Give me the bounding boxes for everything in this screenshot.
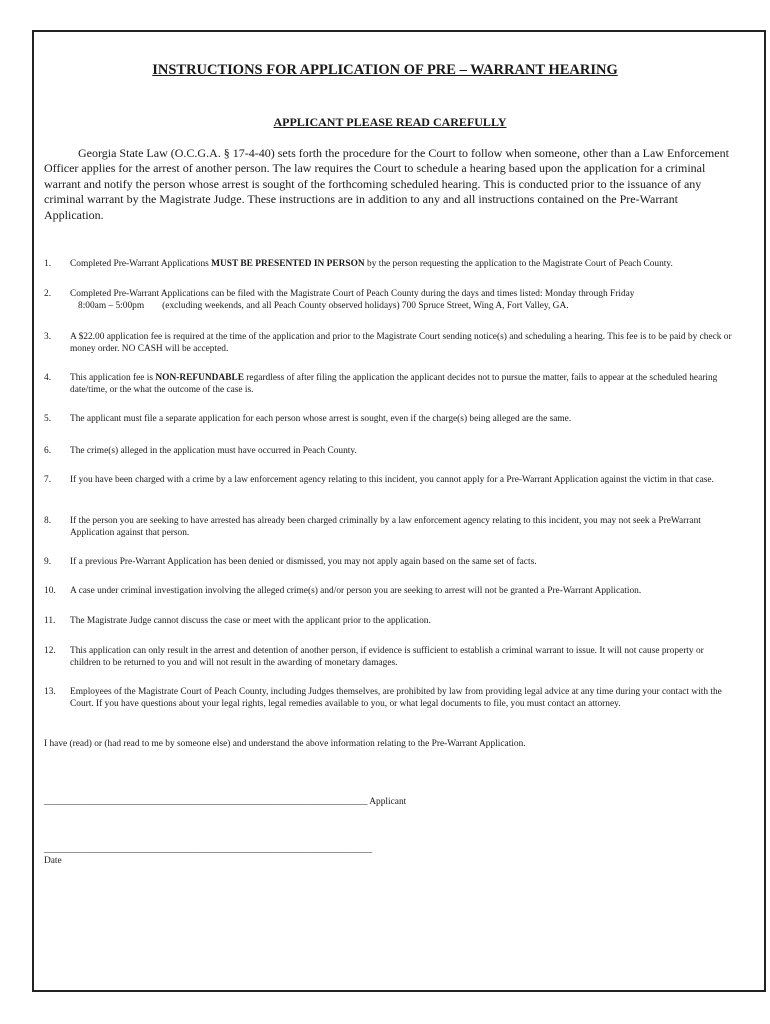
item-number: 12. — [44, 646, 56, 656]
item-text: If you have been charged with a crime by a law enforcement agency relating to this incident, you cannot apply for a Pre-Warrant Application against the victim in that case. — [70, 475, 714, 485]
item-number: 8. — [44, 516, 52, 526]
item-text: A case under criminal investigation involving the alleged crime(s) and/or person you are seeking to arrest will not be granted a Pre-Warrant Application. — [70, 586, 642, 596]
item-number: 4. — [44, 373, 52, 383]
item-text: Employees of the Magistrate Court of Peach County, including Judges themselves, are prohibited by law from providing legal advice at any time during your contact with the Court. If you have questions about your legal rights, legal remedies available to you, or what legal documents to file, you must contact an attorney. — [70, 687, 722, 710]
item-number: 10. — [44, 586, 56, 596]
document-title: INSTRUCTIONS FOR APPLICATION OF PRE – WARRANT HEARING — [152, 62, 618, 78]
document-subtitle: APPLICANT PLEASE READ CAREFULLY — [273, 115, 507, 129]
emphasis: NON-REFUNDABLE — [155, 373, 244, 383]
item-number: 6. — [44, 446, 52, 456]
applicant-label: Applicant — [369, 797, 407, 807]
item-text: If the person you are seeking to have arrested has already been charged criminally by a law enforcement agency relating to this incident, you may not seek a PreWarrant Application against that person. — [70, 516, 701, 539]
item-number: 7. — [44, 475, 52, 485]
date-label: Date — [44, 856, 62, 866]
item-text: The Magistrate Judge cannot discuss the case or meet with the applicant prior to the application. — [70, 616, 431, 626]
item-number: 3. — [44, 332, 52, 342]
item-number: 13. — [44, 687, 56, 697]
item-number: 1. — [44, 259, 52, 269]
item-number: 11. — [44, 616, 56, 626]
item-text: This application fee is NON-REFUNDABLE regardless of after filing the application the applicant decides not to pursue the matter, fails to appear at the scheduled hearing date/time, or the what the outcome of the case is. — [70, 373, 718, 396]
item-text: If a previous Pre-Warrant Application has been denied or dismissed, you may not apply again based on the same set of facts. — [70, 557, 537, 567]
office-hours: 8:00am – 5:00pm — [78, 301, 145, 312]
item-number: 5. — [44, 414, 52, 424]
item-text: This application can only result in the arrest and detention of another person, if evidence is sufficient to establish a criminal warrant to issue. It will not cause property or children to be returned to you and will not result in the awarding of monetary damages. — [70, 646, 704, 669]
item-number: 2. — [44, 289, 52, 299]
date-signature-line[interactable]: ______________________________________________________________________ — [44, 845, 373, 855]
item-number: 9. — [44, 557, 52, 567]
item-text: A $22.00 application fee is required at the time of the application and prior to the Magistrate Court sending notice(s) and scheduling a hearing. This fee is to be paid by check or money order. NO CASH will be accepted. — [70, 332, 732, 355]
acknowledgement-statement: I have (read) or (had read to me by someone else) and understand the above information relating to the Pre-Warrant Application. — [44, 739, 526, 749]
applicant-signature-line[interactable]: _____________________________________________________________________ — [44, 797, 368, 807]
item-text: The applicant must file a separate application for each person whose arrest is sought, even if the charge(s) being alleged are the same. — [70, 414, 572, 424]
item-text: The crime(s) alleged in the application must have occurred in Peach County. — [70, 446, 357, 456]
item-text: Completed Pre-Warrant Applications MUST BE PRESENTED IN PERSON by the person requesting the application to the Magistrate Court of Peach County. — [70, 259, 673, 269]
applicant-signature[interactable] — [44, 797, 406, 807]
intro-paragraph: Georgia State Law (O.C.G.A. § 17-4-40) sets forth the procedure for the Court to follow when someone, other than a Law Enforcement Officer applies for the arrest of another person. The law requires the Court to schedule a hearing based upon the application for a criminal warrant and notify the person whose arrest is sought of the forthcoming scheduled hearing. This is conducted prior to the issuance of any criminal warrant by the Magistrate Judge. These instructions are in addition to any and all instructions contained on the Pre-Warrant Application. — [44, 146, 729, 222]
item-text: Completed Pre-Warrant Applications can be filed with the Magistrate Court of Peach County during the days and times listed: Monday through Friday 8:00am – 5:00pm (excluding weekends, and all Peach County observed holidays) 700 Spruce Street, Wing A, Fort Valley, GA. — [70, 289, 635, 312]
emphasis: MUST BE PRESENTED IN PERSON — [211, 259, 365, 269]
